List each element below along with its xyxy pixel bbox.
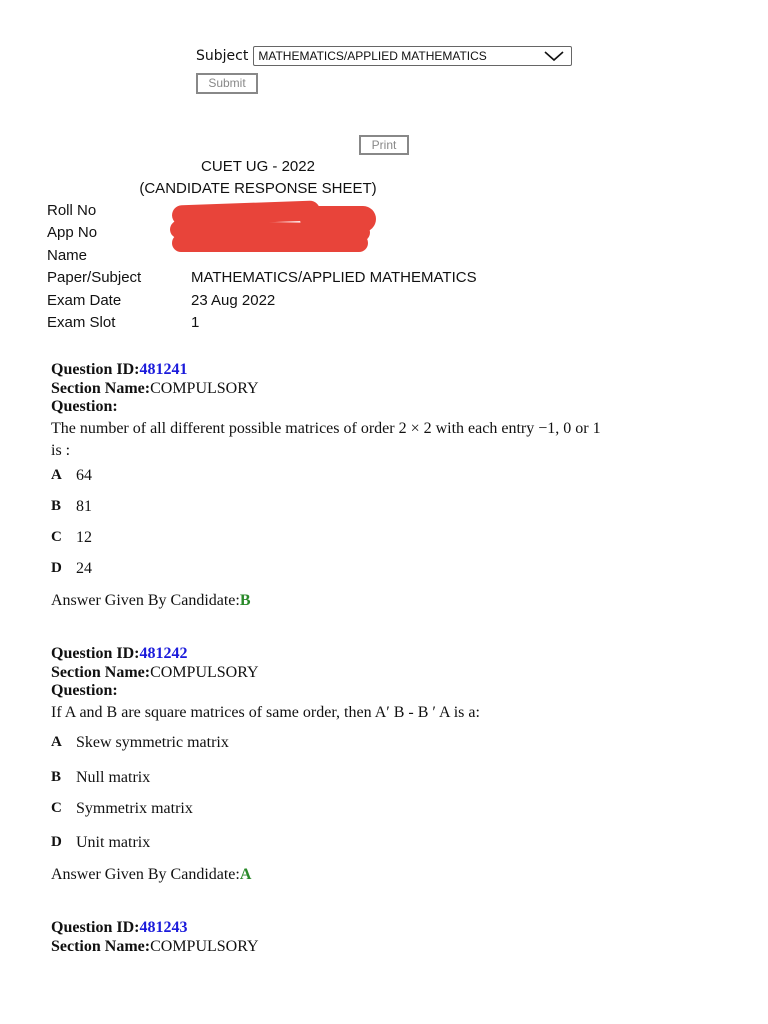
option-text: 12 bbox=[76, 529, 92, 546]
question-block bbox=[51, 361, 651, 621]
section-name-value: COMPULSORY bbox=[150, 379, 259, 397]
question-id-value: 481242 bbox=[139, 645, 188, 662]
question-text: The number of all different possible matrices of order 2 × 2 with each entry −1, 0 or 1 is : bbox=[51, 419, 601, 459]
exam-slot-label: Exam Slot bbox=[47, 313, 116, 331]
option-text: 81 bbox=[76, 498, 92, 515]
answer-value: B bbox=[239, 592, 251, 609]
option bbox=[51, 529, 92, 547]
answer-label: Answer Given By Candidate: bbox=[51, 866, 240, 883]
option bbox=[51, 560, 92, 578]
subject-select[interactable] bbox=[253, 46, 572, 66]
subject-selected-value: MATHEMATICS/APPLIED MATHEMATICS bbox=[258, 49, 487, 63]
option-text: Null matrix bbox=[76, 769, 151, 786]
section-name-value: COMPULSORY bbox=[150, 663, 259, 681]
question-label: Question: bbox=[51, 682, 118, 699]
name-label: Name bbox=[47, 246, 88, 264]
paper-subject-value: MATHEMATICS/APPLIED MATHEMATICS bbox=[191, 269, 477, 287]
option bbox=[51, 769, 150, 787]
answer-label: Answer Given By Candidate: bbox=[51, 592, 240, 609]
subject-label: Subject bbox=[196, 48, 249, 64]
section-name-value: COMPULSORY bbox=[150, 937, 259, 955]
option bbox=[51, 498, 92, 516]
question-id-value: 481243 bbox=[139, 919, 188, 936]
option bbox=[51, 734, 229, 752]
question-block bbox=[51, 645, 651, 895]
section-name-label: Section Name: bbox=[51, 937, 151, 955]
option-letter: C bbox=[51, 529, 62, 545]
option-text: 24 bbox=[76, 560, 92, 577]
question-id-label: Question ID: bbox=[51, 919, 140, 936]
option-letter: D bbox=[51, 560, 62, 576]
answer-line bbox=[51, 592, 251, 610]
question-id-label: Question ID: bbox=[51, 645, 140, 662]
sheet-subtitle: (CANDIDATE RESPONSE SHEET) bbox=[139, 180, 377, 197]
app-no-label: App No bbox=[47, 224, 98, 242]
option-text: Symmetrix matrix bbox=[76, 800, 193, 817]
option-letter: D bbox=[51, 834, 62, 850]
answer-value: A bbox=[239, 866, 252, 883]
roll-no-label: Roll No bbox=[47, 202, 97, 219]
option-text: Unit matrix bbox=[76, 834, 151, 851]
option-text: Skew symmetric matrix bbox=[76, 734, 229, 751]
exam-slot-value: 1 bbox=[191, 313, 200, 331]
section-name-label: Section Name: bbox=[51, 663, 151, 681]
option-letter: C bbox=[51, 800, 62, 816]
chevron-down-icon bbox=[543, 49, 565, 63]
option-letter: B bbox=[51, 498, 62, 514]
option bbox=[51, 800, 193, 818]
option-text: 64 bbox=[76, 467, 92, 484]
section-name-label: Section Name: bbox=[51, 379, 151, 397]
question-text: If A and B are square matrices of same order, then A′ B - B ′ A is a: bbox=[51, 703, 480, 721]
option-letter: A bbox=[51, 467, 62, 483]
question-id-label: Question ID: bbox=[51, 361, 140, 378]
answer-line bbox=[51, 866, 251, 884]
option bbox=[51, 834, 150, 852]
option-letter: A bbox=[51, 734, 62, 750]
paper-subject-label: Paper/Subject bbox=[47, 269, 142, 287]
option-letter: B bbox=[51, 769, 62, 785]
question-block bbox=[51, 919, 651, 956]
option bbox=[51, 467, 92, 485]
print-button[interactable]: Print bbox=[359, 135, 409, 155]
submit-button[interactable]: Submit bbox=[196, 73, 258, 94]
question-label: Question: bbox=[51, 398, 118, 415]
sheet-title: CUET UG - 2022 bbox=[201, 158, 315, 175]
subject-form bbox=[196, 46, 572, 66]
exam-date-label: Exam Date bbox=[47, 291, 122, 309]
exam-date-value: 23 Aug 2022 bbox=[191, 291, 276, 309]
question-id-value: 481241 bbox=[139, 361, 188, 378]
